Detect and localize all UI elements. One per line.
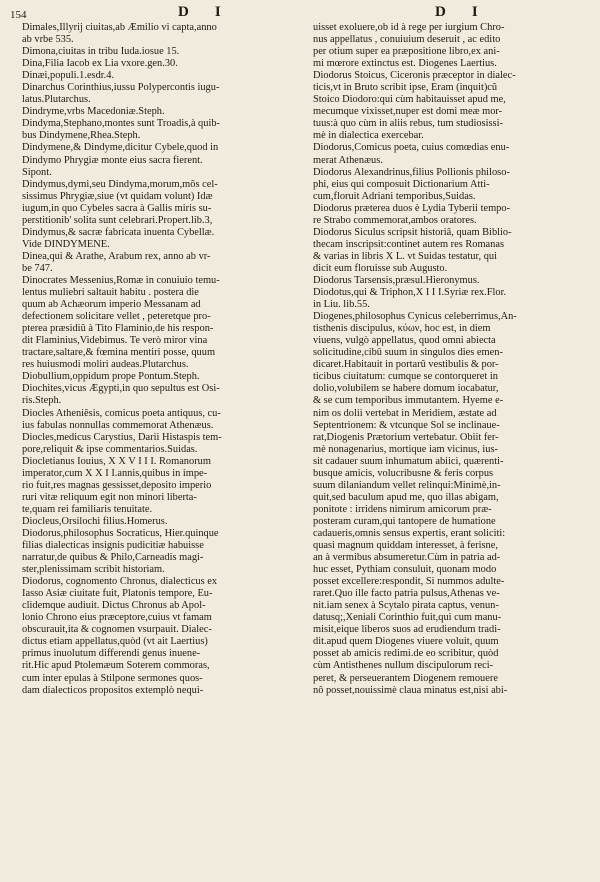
text-line: rio fuit,res magnas gessisset,deposito imperio [22, 479, 212, 491]
text-line: Diodorus,Comicus poeta, cuius comœdias enu- [313, 142, 510, 154]
text-line: dam dialecticos propositos extemplò nequi- [22, 684, 204, 696]
text-line: posset ab amicis redimi.de eo scribitur, quòd [313, 648, 499, 660]
right-running-head: DI [435, 4, 504, 20]
text-line: latus.Plutarchus. [22, 94, 91, 106]
text-line: viuens, vulgò appellatus, quod omni abiecta [313, 335, 496, 347]
text-line: cum inter epulas à Stilpone sermones quos- [22, 672, 203, 684]
text-line: ius fabulas nonnullas commemorat Athenæus. [22, 419, 214, 431]
text-line: lonio Chrono eius præceptore,cuius vt famam [22, 612, 212, 624]
text-line: Diodorus Stoicus, Ciceronis præceptor in dialec- [313, 70, 516, 82]
text-line: in Liu. lib.55. [313, 299, 370, 311]
text-line: solicitudine,cibû suum in singulos dies emen- [313, 347, 503, 359]
text-line: dicit eum floruisse sub Augusto. [313, 262, 448, 274]
text-line: dicaret.Habitauit in portarû vestibulis & por- [313, 359, 499, 371]
text-line: rit.Hic apud Ptolemæum Soterem commoras, [22, 660, 210, 672]
text-line: Dimona,ciuitas in tribu Iuda.iosue 15. [22, 46, 180, 58]
text-line: clidemque audiuit. Dictus Chronus ab Apol- [22, 600, 206, 612]
text-line: peret, & perseuerantem Diogenem remouere [313, 672, 498, 684]
text-line: suum dilaniandum vellet relinqui:Minimè,in- [313, 479, 501, 491]
text-line: Dinocrates Messenius,Romæ in conuiuio temu- [22, 274, 220, 286]
text-line: bus Dindymene,Rhea.Steph. [22, 130, 141, 142]
text-line: posset excellere:respondit, Si nummos adulte- [313, 576, 505, 588]
text-line: Dimales,Illyrij ciuitas,ab Æmilio vi capta,anno [22, 22, 217, 33]
text-line: narratur,de quibus & Philo,Carneadis magi- [22, 552, 204, 564]
text-line: cum,floruit Adriani temporibus,Suidas. [313, 190, 476, 202]
text-line: quasi magnum quiddam interesset, à ferisne, [313, 540, 498, 552]
text-line: Diobullium,oppidum prope Pontum.Steph. [22, 371, 200, 383]
text-line: imperator,cum X X I I.annis,quibus in impe- [22, 467, 208, 479]
text-line: & se cum temporibus immutantem. Hyeme e- [313, 395, 504, 407]
text-line: Diochites,vicus Ægypti,in quo sepultus est Osi- [22, 383, 220, 395]
text-line: tisthenis discipulus, κύων, hoc est, in diem [313, 323, 491, 335]
text-line: thecam inscripsit:continet autem res Romanas [313, 238, 505, 250]
text-line: Diocles Atheniêsis, comicus poeta antiquus, cu- [22, 407, 221, 419]
text-line: Diocles,medicus Carystius, Darii Histaspis tem- [22, 431, 222, 443]
text-line: uisset exoluere,ob id à rege per iurgium Chro- [313, 22, 505, 33]
text-line: Septentrionem: & vtcunque Sol se inclinaue- [313, 419, 500, 431]
text-line: quum ab Achæorum imperio Messanam ad [22, 299, 201, 311]
text-line: nus appellatus , conuiuium deseruit , ac edito [313, 34, 501, 46]
text-line: busque amicis, volucribusne & feris corpus [313, 467, 494, 479]
text-line: nit.iam senex à Scytalo pirata captus, venun- [313, 600, 499, 612]
text-line: raret.Quo ille facto patria pulsus,Athenas ve- [313, 588, 500, 600]
text-line: iugum,in quo Cybeles sacra à Gallis miris su- [22, 202, 212, 214]
text-line: tuus:à quo cùm in aliis rebus, tum studiosissi- [313, 118, 503, 130]
text-line: nô posset,nouissimè claua minatus est,nisi abi- [313, 684, 508, 696]
text-line: ab vrbe 535. [22, 34, 74, 46]
text-line: Vide DINDYMENE. [22, 238, 110, 250]
text-line: posteram curam,qui tantopere de humatione [313, 515, 496, 527]
text-line: Stoico Diodoro:qui cùm habitauisset apud me, [313, 94, 506, 106]
text-line: Dina,Filia Iacob ex Lia vxore.gen.30. [22, 58, 178, 70]
text-line: mecumque vixisset,nuper est domi meæ mor- [313, 106, 503, 118]
text-line: datusq;,Xeniali Corinthio fuit,qui cum manu- [313, 612, 502, 624]
text-line: primus inuolutum differendi genus inuene- [22, 648, 201, 660]
text-line: Diodorus Alexandrinus,filius Pollionis philoso- [313, 166, 510, 178]
text-line: Diodorus Tarsensis,præsul.Hieronymus. [313, 274, 480, 286]
text-line: an à vermibus absumeretur.Cùm in patria ad- [313, 552, 501, 564]
text-line: filias dialecticas insignis pudicitiæ habuisse [22, 540, 204, 552]
text-line: Dinea,qui & Arathe, Arabum rex, anno ab vr- [22, 250, 211, 262]
text-line: dit.apud quem Diogenes viuere voluit, quum [313, 636, 499, 648]
text-line: pore,reliquit & ipse commentarios.Suidas. [22, 443, 198, 455]
text-line: Diocletianus Iouius, X X V I I I. Romanorum [22, 455, 211, 467]
left-column [22, 22, 305, 697]
text-line: quit,sed baculum apud me, quo illas abigam, [313, 491, 499, 503]
text-line: ticibus ciuitatum: cumque se contorqueret in [313, 371, 498, 383]
text-line: Dinarchus Corinthius,iussu Polypercontis iugu- [22, 82, 220, 94]
text-line: be 747. [22, 262, 53, 274]
text-line: ruri vitæ reliquum egit non minori liberta- [22, 491, 197, 503]
text-line: perstitionib' solita sunt celebrari.Propert.lib.3, [22, 214, 213, 226]
text-line: huc esset, Pythiam consuluit, quonam modo [313, 564, 497, 576]
text-line: Dindyma,Stephano,montes sunt Troadis,à quib- [22, 118, 220, 130]
text-line: Diocleus,Orsilochi filius.Homerus. [22, 515, 168, 527]
text-line: Dindymus,dymi,seu Dindyma,morum,mõs cel- [22, 178, 218, 190]
text-line: te,quam rei familiaris tenuitate. [22, 503, 153, 515]
text-line: nim os dolii vertebat in Meridiem, æstate ad [313, 407, 497, 419]
text-line: ticis,vt in Bruto scribit ipse, Eram (inquit)cũ [313, 82, 498, 94]
text-line: & varias in libris X L. vt Suidas testatur, qui [313, 250, 497, 262]
text-line: mè in dialectica exercebar. [313, 130, 424, 142]
text-line: pterea præsidiû à Tito Flaminio,de his respon- [22, 323, 214, 335]
text-line: res huiusmodi moliri audeas.Plutarchus. [22, 359, 189, 371]
text-line: Diodotus,qui & Triphon,X I I I.Syriæ rex.Flor. [313, 287, 507, 299]
text-line: obscurauit,ita & cognomen vsurpauit. Dialec- [22, 624, 212, 636]
text-line: defectionem solicitare vellet , peteretque pro- [22, 311, 211, 323]
text-line: Diodorus, cognomento Chronus, dialecticus ex [22, 576, 218, 588]
text-line: Diogenes,philosophus Cynicus celeberrimus,An- [313, 311, 517, 323]
text-line: merat Athenæus. [313, 154, 383, 166]
text-line: Dindymene,& Dindyme,dicitur Cybele,quod in [22, 142, 219, 154]
text-line: Sipont. [22, 166, 52, 178]
text-line: dit Flaminius,Videbimus. Te verò miror vina [22, 335, 208, 347]
text-line: mi mœrore extinctus est. Diogenes Laertius. [313, 58, 497, 70]
text-line: sissimus Phrygiæ,siue (vt quidam volunt) Idæ [22, 190, 213, 202]
text-line: Dindymus,& sacræ fabricata inuenta Cybellæ. [22, 226, 215, 238]
text-line: sit cadauer suum inhumatum abiici, quærenti- [313, 455, 504, 467]
text-line: re Strabo commemorat,ambos oratores. [313, 214, 477, 226]
text-line: Diodorus Siculus scripsit historiâ, quam Biblio- [313, 226, 512, 238]
text-line: Dindryme,vrbs Macedoniæ.Steph. [22, 106, 165, 118]
text-line: cùm Antisthenes nullum discipulorum reci- [313, 660, 494, 672]
text-line: dictus etiam appellatus,quòd (vt ait Laertius) [22, 636, 208, 648]
right-column [313, 22, 596, 697]
text-line: phi, eius qui composuit Dictionarium Atti- [313, 178, 490, 190]
text-line: rat,Diogenis Prætorium vertebatur. Obiit fer- [313, 431, 499, 443]
text-line: tractare,saltare,& fœmina mentiri posse, quum [22, 347, 216, 359]
text-line: Dindymo Phrygiæ monte eius sacra fierent. [22, 154, 203, 166]
text-line: per otium super ea præpositione libro,ex ani- [313, 46, 500, 58]
text-line: cadaueris,omnis sensus expertis, erant soliciti: [313, 527, 506, 539]
text-line: Iasso Asiæ ciuitate fuit, Platonis tempore, Eu- [22, 588, 213, 600]
text-line: ster,plenissimam scribit historiam. [22, 564, 165, 576]
text-line: Dinæi,populi.1.esdr.4. [22, 70, 115, 82]
text-line: ponitote : irridens nimirum amicorum præ- [313, 503, 492, 515]
text-line: Diodorus,philosophus Socraticus, Hier.quinque [22, 527, 219, 539]
text-line: dolio,volubilem se habere domum iocabatur, [313, 383, 499, 395]
text-line: mè nonagenarius, mortique iam vicinus, ius- [313, 443, 498, 455]
text-line: Diodorus præterea duos è Lydia Tyberii tempo- [313, 202, 511, 214]
text-line: misit,eique liberos suos ad erudiendum tradi- [313, 624, 501, 636]
text-line: lentus muliebri saltauit habitu . postera die [22, 287, 199, 299]
left-running-head: DI [178, 4, 247, 20]
page-number: 154 [10, 9, 27, 21]
text-line: ris.Steph. [22, 395, 62, 407]
